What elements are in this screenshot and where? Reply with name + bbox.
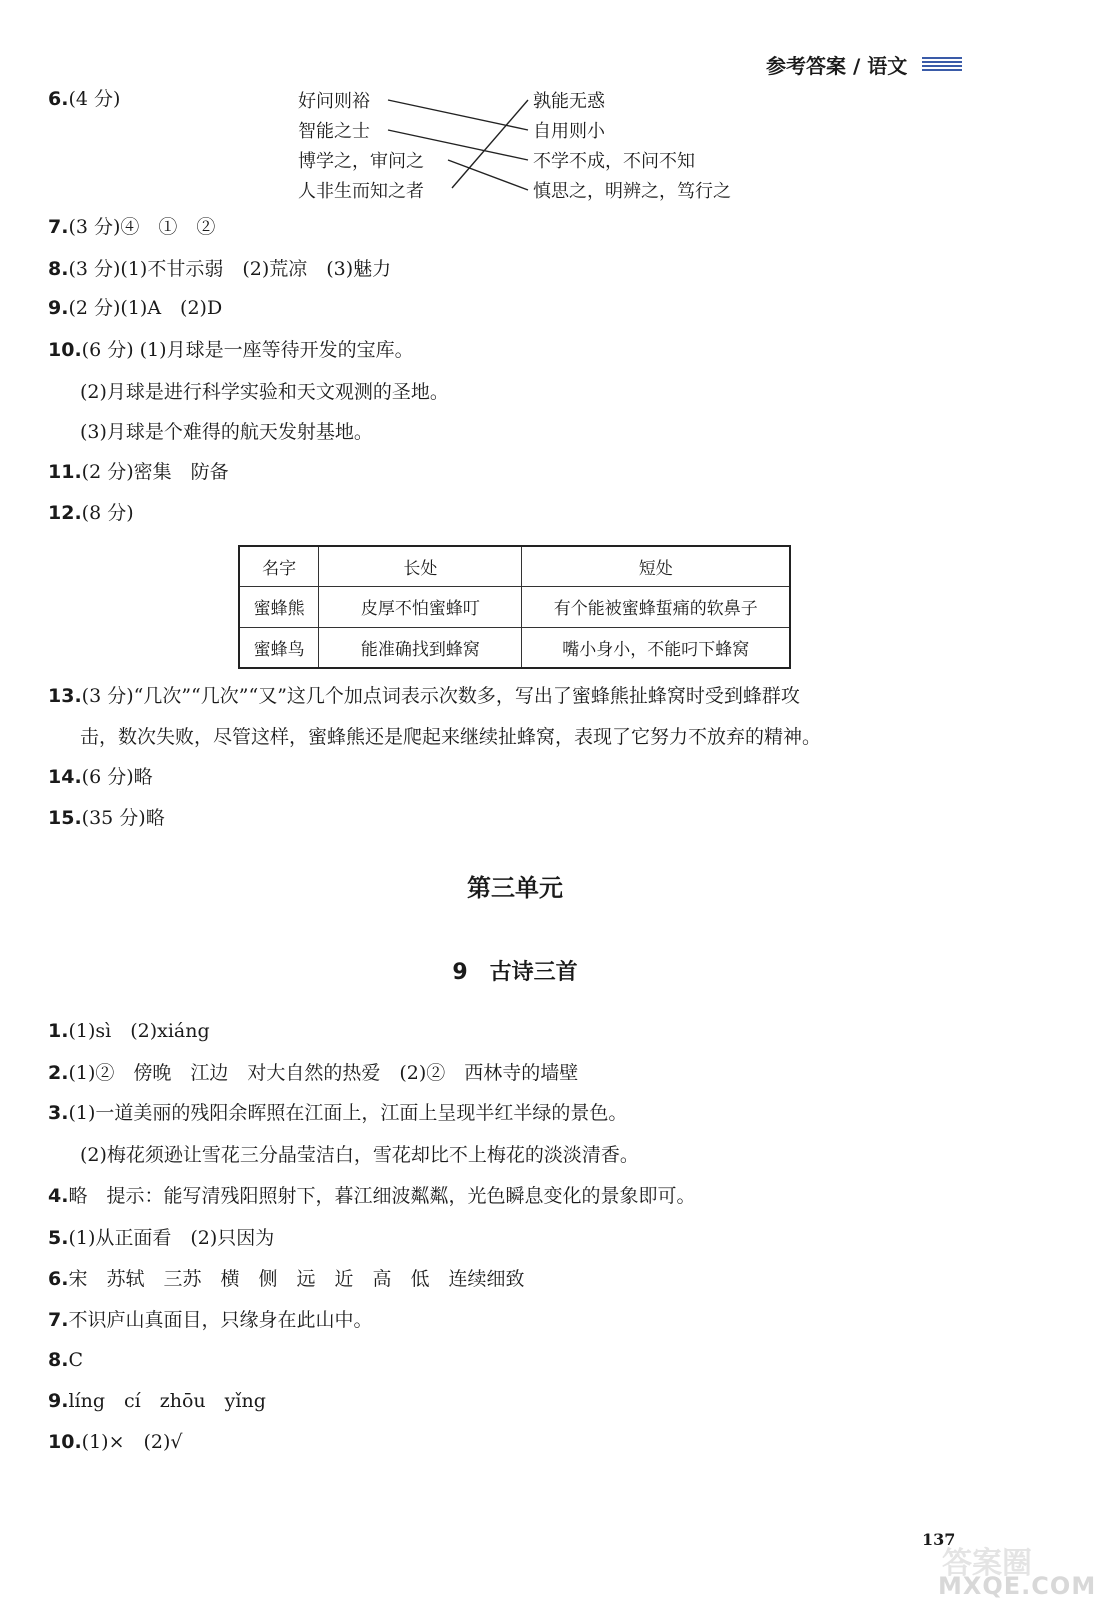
table-header-cell: 名字 — [239, 546, 319, 587]
table-cell: 有个能被蜜蜂蜇痛的软鼻子 — [522, 587, 790, 627]
answer-number: 4. — [48, 1185, 69, 1207]
table-row — [239, 587, 790, 627]
q6-right-1: 孰能无惑 — [533, 91, 605, 112]
q15-text: (35 分)略 — [81, 807, 165, 829]
answer-line-6 — [48, 1266, 524, 1292]
table-cell: 蜜蜂鸟 — [239, 627, 319, 668]
table-header-cell: 长处 — [319, 546, 522, 587]
table-cell: 能准确找到蜂窝 — [319, 627, 522, 668]
page-number: 137 — [922, 1530, 956, 1549]
q14-text: (6 分)略 — [81, 766, 153, 788]
unit-title: 第三单元 — [467, 874, 563, 902]
q10-line-2: (2)月球是进行科学实验和天文观测的圣地。 — [80, 381, 449, 403]
answer-number: 2. — [48, 1062, 69, 1084]
q6-right-4: 慎思之，明辨之，笃行之 — [533, 181, 731, 202]
q8-number: 8. — [48, 258, 69, 280]
q6-right-3: 不学不成，不问不知 — [533, 151, 695, 172]
q13-text: (3 分)“几次”“几次”“又”这几个加点词表示次数多，写出了蜜蜂熊扯蜂窝时受到蜂群攻 — [81, 685, 800, 707]
answer-text: (1)② 傍晚 江边 对大自然的热爱 (2)② 西林寺的墙壁 — [68, 1062, 579, 1084]
answer-text: 宋 苏轼 三苏 横 侧 远 近 高 低 连续细致 — [68, 1268, 525, 1290]
q12-line — [48, 500, 134, 526]
answer-line-10 — [48, 1429, 183, 1455]
q13-number: 13. — [48, 685, 82, 707]
answer-line-3b — [80, 1142, 639, 1168]
watermark-url: MXQE.COM — [938, 1572, 1097, 1600]
answer-text: (1)一道美丽的残阳余晖照在江面上，江面上呈现半红半绿的景色。 — [68, 1102, 628, 1124]
table-header-row — [239, 546, 790, 587]
table-cell: 蜜蜂熊 — [239, 587, 319, 627]
answer-text: (2)梅花须逊让雪花三分晶莹洁白，雪花却比不上梅花的淡淡清香。 — [80, 1144, 639, 1166]
answer-number: 6. — [48, 1268, 69, 1290]
q15-number: 15. — [48, 807, 82, 829]
q6-left-2: 智能之士 — [298, 121, 370, 142]
q11-number: 11. — [48, 461, 82, 483]
lesson-title: 9 古诗三首 — [452, 960, 578, 985]
q10-line — [48, 337, 414, 363]
answer-text: 不识庐山真面目，只缘身在此山中。 — [68, 1309, 373, 1331]
watermark-logo — [914, 1538, 1114, 1600]
answer-number: 5. — [48, 1227, 69, 1249]
answer-number: 7. — [48, 1309, 69, 1331]
q10-text: (6 分) (1)月球是一座等待开发的宝库。 — [81, 339, 414, 361]
answer-number: 10. — [48, 1431, 82, 1453]
q6-matching-lines — [0, 0, 1118, 220]
q12-text: (8 分) — [81, 502, 134, 524]
answer-number: 8. — [48, 1349, 69, 1371]
q9-line — [48, 295, 222, 321]
header-title: 参考答案 / 语文 — [766, 54, 908, 78]
answer-line-2 — [48, 1060, 578, 1086]
q7-number: 7. — [48, 216, 69, 238]
answer-number: 1. — [48, 1020, 69, 1042]
answer-number: 9. — [48, 1390, 69, 1412]
q6-number: 6. — [48, 88, 69, 110]
answer-number: 3. — [48, 1102, 69, 1124]
answer-text: (1)sì (2)xiáng — [68, 1020, 210, 1042]
q6-left-1: 好问则裕 — [298, 91, 370, 112]
q15-line — [48, 805, 165, 831]
watermark-brand: 答案圈 — [942, 1546, 1032, 1581]
answer-line-1 — [48, 1018, 210, 1044]
q10-number: 10. — [48, 339, 82, 361]
q13-line — [48, 683, 800, 709]
q14-line — [48, 764, 153, 790]
answer-text: C — [68, 1349, 83, 1371]
table-cell: 皮厚不怕蜜蜂叮 — [319, 587, 522, 627]
q7-text: (3 分)④ ① ② — [68, 216, 216, 238]
q6-score: (4 分) — [68, 88, 121, 110]
q12-table — [238, 545, 791, 669]
q8-text: (3 分)(1)不甘示弱 (2)荒凉 (3)魅力 — [68, 258, 392, 280]
q6-left-4: 人非生而知之者 — [298, 181, 424, 202]
answer-text: líng cí zhōu yǐng — [68, 1390, 266, 1412]
q7-line — [48, 214, 215, 240]
q14-number: 14. — [48, 766, 82, 788]
answer-line-4 — [48, 1183, 695, 1209]
answer-line-5 — [48, 1225, 274, 1251]
q8-line — [48, 256, 391, 282]
table-header-cell: 短处 — [522, 546, 790, 587]
answer-text: 略 提示：能写清残阳照射下，暮江细波粼粼，光色瞬息变化的景象即可。 — [68, 1185, 696, 1207]
answer-line-8 — [48, 1347, 83, 1373]
table-cell: 嘴小身小，不能叼下蜂窝 — [522, 627, 790, 668]
answer-line-7 — [48, 1307, 372, 1333]
q13-line-2: 击，数次失败，尽管这样，蜜蜂熊还是爬起来继续扯蜂窝，表现了它努力不放弃的精神。 — [80, 726, 822, 748]
q12-number: 12. — [48, 502, 82, 524]
q6-left-3: 博学之，审问之 — [298, 151, 424, 172]
q9-text: (2 分)(1)A (2)D — [68, 297, 223, 319]
q11-text: (2 分)密集 防备 — [81, 461, 229, 483]
q6-right-2: 自用则小 — [533, 121, 605, 142]
q11-line — [48, 459, 229, 485]
table-row — [239, 627, 790, 668]
q10-line-3: (3)月球是个难得的航天发射基地。 — [80, 421, 373, 443]
answer-text: (1)从正面看 (2)只因为 — [68, 1227, 275, 1249]
q9-number: 9. — [48, 297, 69, 319]
answer-line-3 — [48, 1100, 627, 1126]
answer-text: (1)× (2)√ — [81, 1431, 183, 1453]
answer-line-9 — [48, 1388, 266, 1414]
